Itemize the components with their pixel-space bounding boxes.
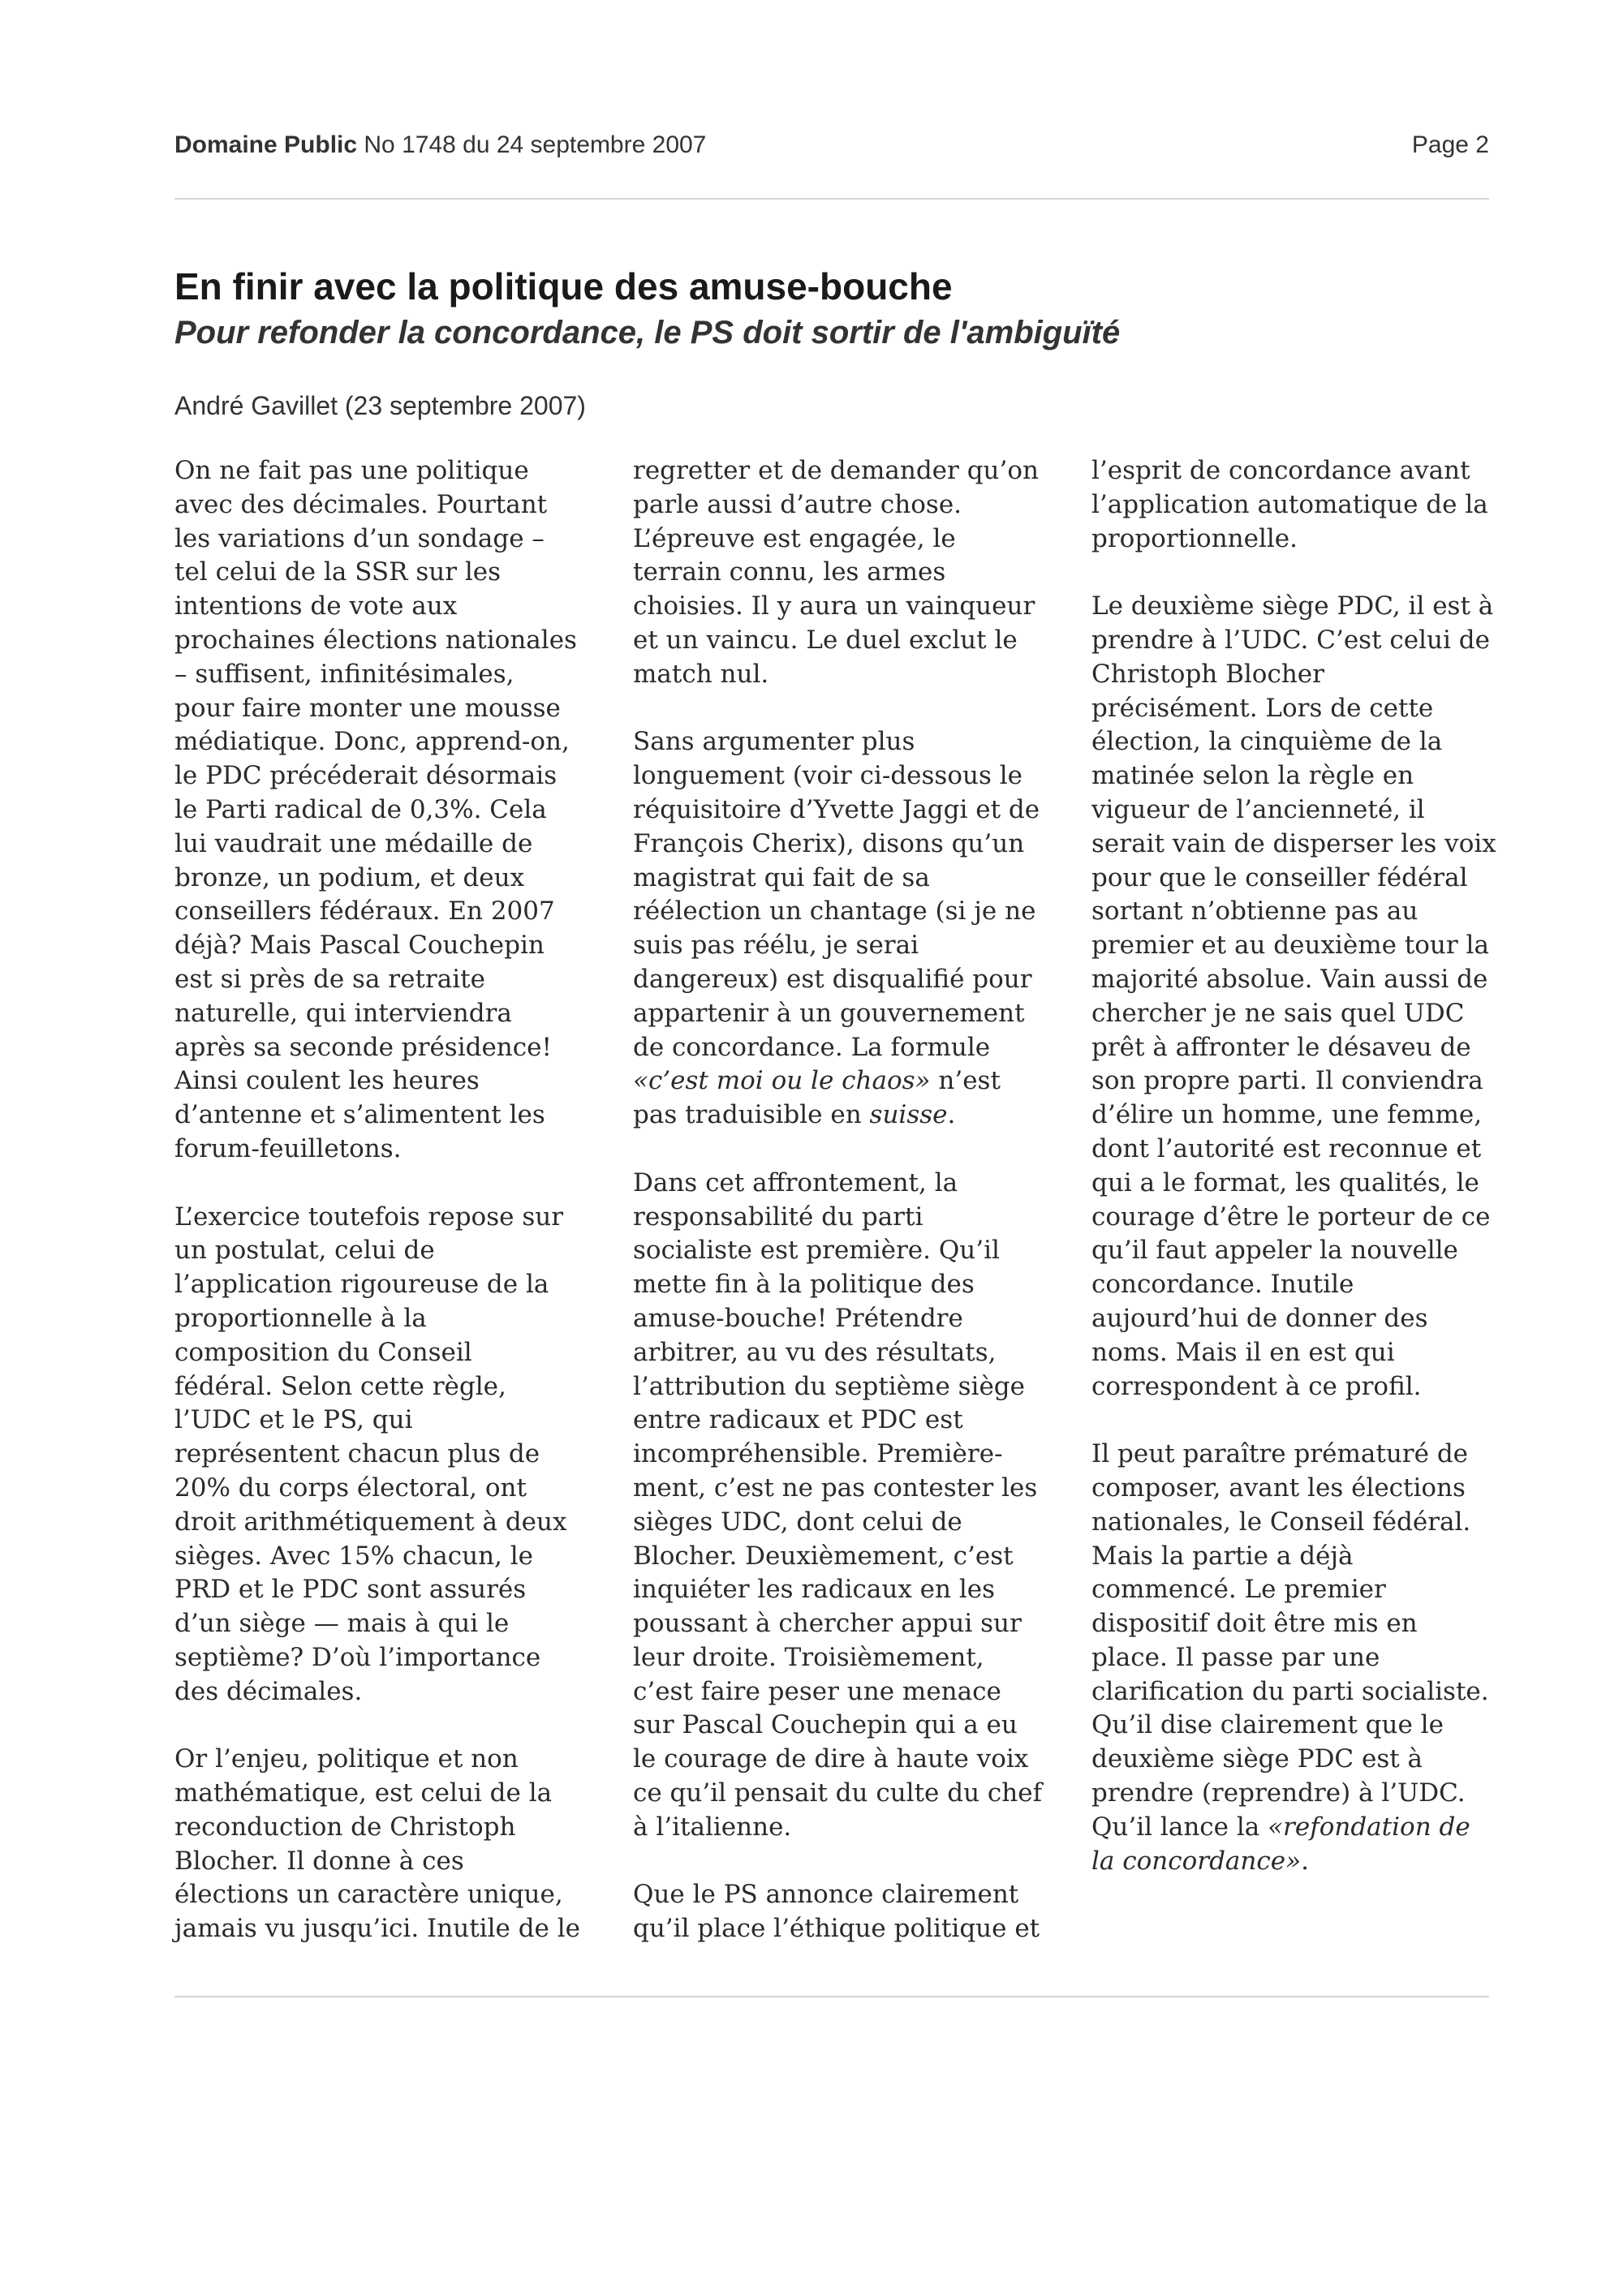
paragraph-line — [633, 1099, 1063, 1133]
paragraph — [1091, 590, 1522, 1404]
paragraph-line: inquiéter les radicaux en les — [633, 1575, 995, 1605]
paragraph-line: tel celui de la SSR sur les — [174, 557, 502, 587]
paragraph-line: qu’il faut appeler la nouvelle — [1091, 1236, 1458, 1266]
paragraph-line: choisies. Il y aura un vainqueur — [633, 591, 1035, 621]
quote-text: «refondation de — [1268, 1812, 1470, 1842]
issue-info: No 1748 du 24 septembre 2007 — [364, 131, 707, 158]
paragraph-line: majorité absolue. Vain aussi de — [1091, 964, 1488, 994]
quote-text: la concordance» — [1091, 1846, 1302, 1876]
paragraph-line: L’épreuve est engagée, le — [633, 523, 956, 553]
paragraph-line: magistrat qui fait de sa — [633, 862, 930, 892]
paragraph-line: Qu’il dise clairement que le — [1091, 1710, 1444, 1740]
paragraph-line: noms. Mais il en est qui — [1091, 1337, 1395, 1367]
paragraph-line: proportionnelle à la — [174, 1303, 427, 1333]
publication-name: Domaine Public — [174, 131, 358, 158]
paragraph-line: intentions de vote aux — [174, 591, 458, 621]
paragraph-line: ce qu’il pensait du culte du chef — [633, 1778, 1043, 1808]
paragraph-line: sur Pascal Couchepin qui a eu — [633, 1710, 1018, 1740]
article-title: En finir avec la politique des amuse-bouche — [174, 265, 953, 307]
paragraph-line: dont l’autorité est reconnue et — [1091, 1133, 1482, 1163]
paragraph-line: à l’italienne. — [633, 1812, 792, 1842]
paragraph-line: lui vaudrait une médaille de — [174, 828, 533, 858]
paragraph-line: précisément. Lors de cette — [1091, 693, 1434, 723]
paragraph-line: de concordance. La formule — [633, 1032, 991, 1062]
paragraph-line: dispositif doit être mis en — [1091, 1609, 1418, 1639]
paragraph-line: match nul. — [633, 659, 769, 689]
paragraph-line: concordance. Inutile — [1091, 1270, 1354, 1300]
paragraph-line: chercher je ne sais quel UDC — [1091, 998, 1465, 1028]
paragraph-line: l’application automatique de la — [1091, 489, 1488, 519]
text-column-2 — [633, 454, 1063, 1980]
paragraph-line: regretter et de demander qu’on — [633, 456, 1039, 485]
paragraph-line: Dans cet affrontement, la — [633, 1167, 958, 1197]
paragraph-line: leur droite. Troisièmement, — [633, 1642, 984, 1672]
paragraph-line: après sa seconde présidence! — [174, 1032, 552, 1062]
paragraph-line: dangereux) est disqualifié pour — [633, 964, 1032, 994]
paragraph-line: terrain connu, les armes — [633, 557, 946, 587]
paragraph-line: est si près de sa retraite — [174, 964, 485, 994]
paragraph-line: un postulat, celui de — [174, 1236, 435, 1266]
paragraph-line: déjà? Mais Pascal Couchepin — [174, 931, 545, 961]
paragraph-line: Or l’enjeu, politique et non — [174, 1744, 519, 1774]
paragraph-line: les variations d’un sondage – — [174, 523, 545, 553]
paragraph-line: – suffisent, infinitésimales, — [174, 659, 514, 689]
paragraph-line: commencé. Le premier — [1091, 1575, 1386, 1605]
paragraph-line: prendre à l’UDC. C’est celui de — [1091, 625, 1490, 655]
paragraph-line: d’un siège — mais à qui le — [174, 1609, 510, 1639]
paragraph-line: composition du Conseil — [174, 1337, 472, 1367]
paragraph-line: François Cherix), disons qu’un — [633, 828, 1025, 858]
paragraph-line: amuse-bouche! Prétendre — [633, 1303, 963, 1333]
paragraph-line: d’élire un homme, une femme, — [1091, 1100, 1483, 1130]
quote-text: «c’est moi ou le chaos» — [633, 1066, 931, 1096]
paragraph — [633, 454, 1063, 692]
paragraph-line: vigueur de l’ancienneté, il — [1091, 794, 1425, 824]
paragraph-line: mathématique, est celui de la — [174, 1778, 553, 1808]
line-text: . — [947, 1100, 956, 1130]
paragraph-line: correspondent à ce profil. — [1091, 1371, 1422, 1401]
paragraph-line: son propre parti. Il conviendra — [1091, 1066, 1483, 1096]
header-divider — [174, 198, 1489, 200]
paragraph-line: courage d’être le porteur de ce — [1091, 1202, 1491, 1232]
paragraph — [1091, 454, 1522, 556]
paragraph-line: socialiste est première. Qu’il — [633, 1236, 1000, 1266]
paragraph-line: proportionnelle. — [1091, 523, 1298, 553]
paragraph-line: PRD et le PDC sont assurés — [174, 1575, 527, 1605]
paragraph-line: premier et au deuxième tour la — [1091, 931, 1489, 961]
paragraph-line: appartenir à un gouvernement — [633, 998, 1025, 1028]
paragraph-line: 20% du corps électoral, ont — [174, 1473, 527, 1503]
paragraph-line: réquisitoire d’Yvette Jaggi et de — [633, 794, 1040, 824]
paragraph-line: Mais la partie a déjà — [1091, 1541, 1354, 1571]
publication-info — [174, 131, 706, 159]
paragraph-line: septième? D’où l’importance — [174, 1642, 541, 1672]
paragraph-line: l’esprit de concordance avant — [1091, 456, 1470, 485]
paragraph-line: nationales, le Conseil fédéral. — [1091, 1507, 1471, 1537]
paragraph-line: Il peut paraître prématuré de — [1091, 1439, 1469, 1469]
paragraph-line: deuxième siège PDC est à — [1091, 1744, 1423, 1774]
paragraph — [633, 1878, 1063, 1946]
paragraph-line: matinée selon la règle en — [1091, 761, 1414, 791]
text-column-3 — [1091, 454, 1522, 1912]
paragraph — [174, 454, 605, 1167]
paragraph-line: serait vain de disperser les voix — [1091, 828, 1496, 858]
paragraph-line: élection, la cinquième de la — [1091, 727, 1443, 757]
paragraph-line: fédéral. Selon cette règle, — [174, 1371, 506, 1401]
paragraph-line: Sans argumenter plus — [633, 727, 915, 757]
paragraph-line — [1091, 1845, 1522, 1879]
paragraph-line: médiatique. Donc, apprend-on, — [174, 727, 570, 757]
line-text: . — [1301, 1846, 1309, 1876]
paragraph-line: Ainsi coulent les heures — [174, 1066, 480, 1096]
paragraph-line: arbitrer, au vu des résultats, — [633, 1337, 997, 1367]
paragraph-line: qu’il place l’éthique politique et — [633, 1914, 1040, 1944]
paragraph-line: conseillers fédéraux. En 2007 — [174, 896, 555, 927]
paragraph-line: entre radicaux et PDC est — [633, 1405, 963, 1435]
paragraph-line: l’attribution du septième siège — [633, 1371, 1025, 1401]
paragraph-line: Blocher. Deuxièmement, c’est — [633, 1541, 1014, 1571]
line-text: pas traduisible en — [633, 1100, 870, 1130]
paragraph-line: le courage de dire à haute voix — [633, 1744, 1029, 1774]
paragraph-line: Le deuxième siège PDC, il est à — [1091, 591, 1494, 621]
paragraph — [1091, 1438, 1522, 1878]
paragraph-line: avec des décimales. Pourtant — [174, 489, 548, 519]
line-text: n’est — [930, 1066, 1001, 1096]
paragraph-line: aujourd’hui de donner des — [1091, 1303, 1428, 1333]
paragraph-line: ment, c’est ne pas contester les — [633, 1473, 1038, 1503]
paragraph-line: composer, avant les élections — [1091, 1473, 1466, 1503]
paragraph-line: élections un caractère unique, — [174, 1880, 563, 1910]
paragraph-line: et un vaincu. Le duel exclut le — [633, 625, 1018, 655]
paragraph-line: forum-feuilletons. — [174, 1133, 402, 1163]
paragraph — [633, 725, 1063, 1133]
footer-divider — [174, 1996, 1489, 1997]
paragraph-line: longuement (voir ci-dessous le — [633, 761, 1022, 791]
paragraph-line: clarification du parti socialiste. — [1091, 1676, 1489, 1706]
paragraph — [174, 1743, 605, 1946]
paragraph-line: On ne fait pas une politique — [174, 456, 529, 485]
emphasis-text: suisse — [869, 1100, 948, 1130]
paragraph-line: le Parti radical de 0,3%. Cela — [174, 794, 547, 824]
paragraph-line: pour faire monter une mousse — [174, 693, 561, 723]
paragraph-line: sièges UDC, dont celui de — [633, 1507, 962, 1537]
paragraph-line: représentent chacun plus de — [174, 1439, 540, 1469]
paragraph-line: L’exercice toutefois repose sur — [174, 1202, 564, 1232]
paragraph-line: Blocher. Il donne à ces — [174, 1846, 464, 1876]
paragraph-lines — [1091, 1438, 1522, 1811]
paragraph-line: bronze, un podium, et deux — [174, 862, 525, 892]
paragraph-line: qui a le format, les qualités, le — [1091, 1167, 1479, 1197]
paragraph-lines — [633, 725, 1063, 1064]
paragraph-line: prochaines élections nationales — [174, 625, 577, 655]
paragraph-line: des décimales. — [174, 1676, 363, 1706]
paragraph-line: place. Il passe par une — [1091, 1642, 1380, 1672]
paragraph-line: l’application rigoureuse de la — [174, 1270, 549, 1300]
paragraph-line: prêt à affronter le désaveu de — [1091, 1032, 1471, 1062]
paragraph-line: pour que le conseiller fédéral — [1091, 862, 1468, 892]
paragraph-line: naturelle, qui interviendra — [174, 998, 512, 1028]
paragraph-line: prendre (reprendre) à l’UDC. — [1091, 1778, 1466, 1808]
text-column-1 — [174, 454, 605, 1980]
paragraph-line: Christoph Blocher — [1091, 659, 1324, 689]
paragraph-line: parle aussi d’autre chose. — [633, 489, 962, 519]
paragraph-line: sortant n’obtienne pas au — [1091, 896, 1419, 927]
paragraph-line: reconduction de Christoph — [174, 1812, 516, 1842]
paragraph-line — [633, 1064, 1063, 1099]
paragraph-line: responsabilité du parti — [633, 1202, 923, 1232]
paragraph — [174, 1201, 605, 1709]
page-number: Page 2 — [1411, 131, 1489, 158]
paragraph-line: l’UDC et le PS, qui — [174, 1405, 413, 1435]
paragraph-line: c’est faire peser une menace — [633, 1676, 1001, 1706]
paragraph-line: sièges. Avec 15% chacun, le — [174, 1541, 534, 1571]
paragraph-line — [1091, 1811, 1522, 1845]
article-byline: André Gavillet (23 septembre 2007) — [174, 391, 586, 420]
paragraph-line: jamais vu jusqu’ici. Inutile de le — [174, 1914, 580, 1944]
paragraph-line: le PDC précéderait désormais — [174, 761, 558, 791]
paragraph-line: réélection un chantage (si je ne — [633, 896, 1036, 927]
paragraph-line: droit arithmétiquement à deux — [174, 1507, 567, 1537]
paragraph-line: incompréhensible. Premièrе- — [633, 1439, 1003, 1469]
line-text: Qu’il lance la — [1091, 1812, 1268, 1842]
paragraph — [633, 1167, 1063, 1845]
paragraph-line: poussant à chercher appui sur — [633, 1609, 1022, 1639]
page-header — [174, 131, 1489, 172]
paragraph-line: suis pas réélu, je serai — [633, 931, 919, 961]
paragraph-line: Que le PS annonce clairement — [633, 1880, 1019, 1910]
paragraph-line: d’antenne et s’alimentent les — [174, 1100, 545, 1130]
paragraph-line: mette fin à la politique des — [633, 1270, 975, 1300]
article-subtitle: Pour refonder la concordance, le PS doit sortir de l'ambiguïté — [174, 315, 1121, 350]
